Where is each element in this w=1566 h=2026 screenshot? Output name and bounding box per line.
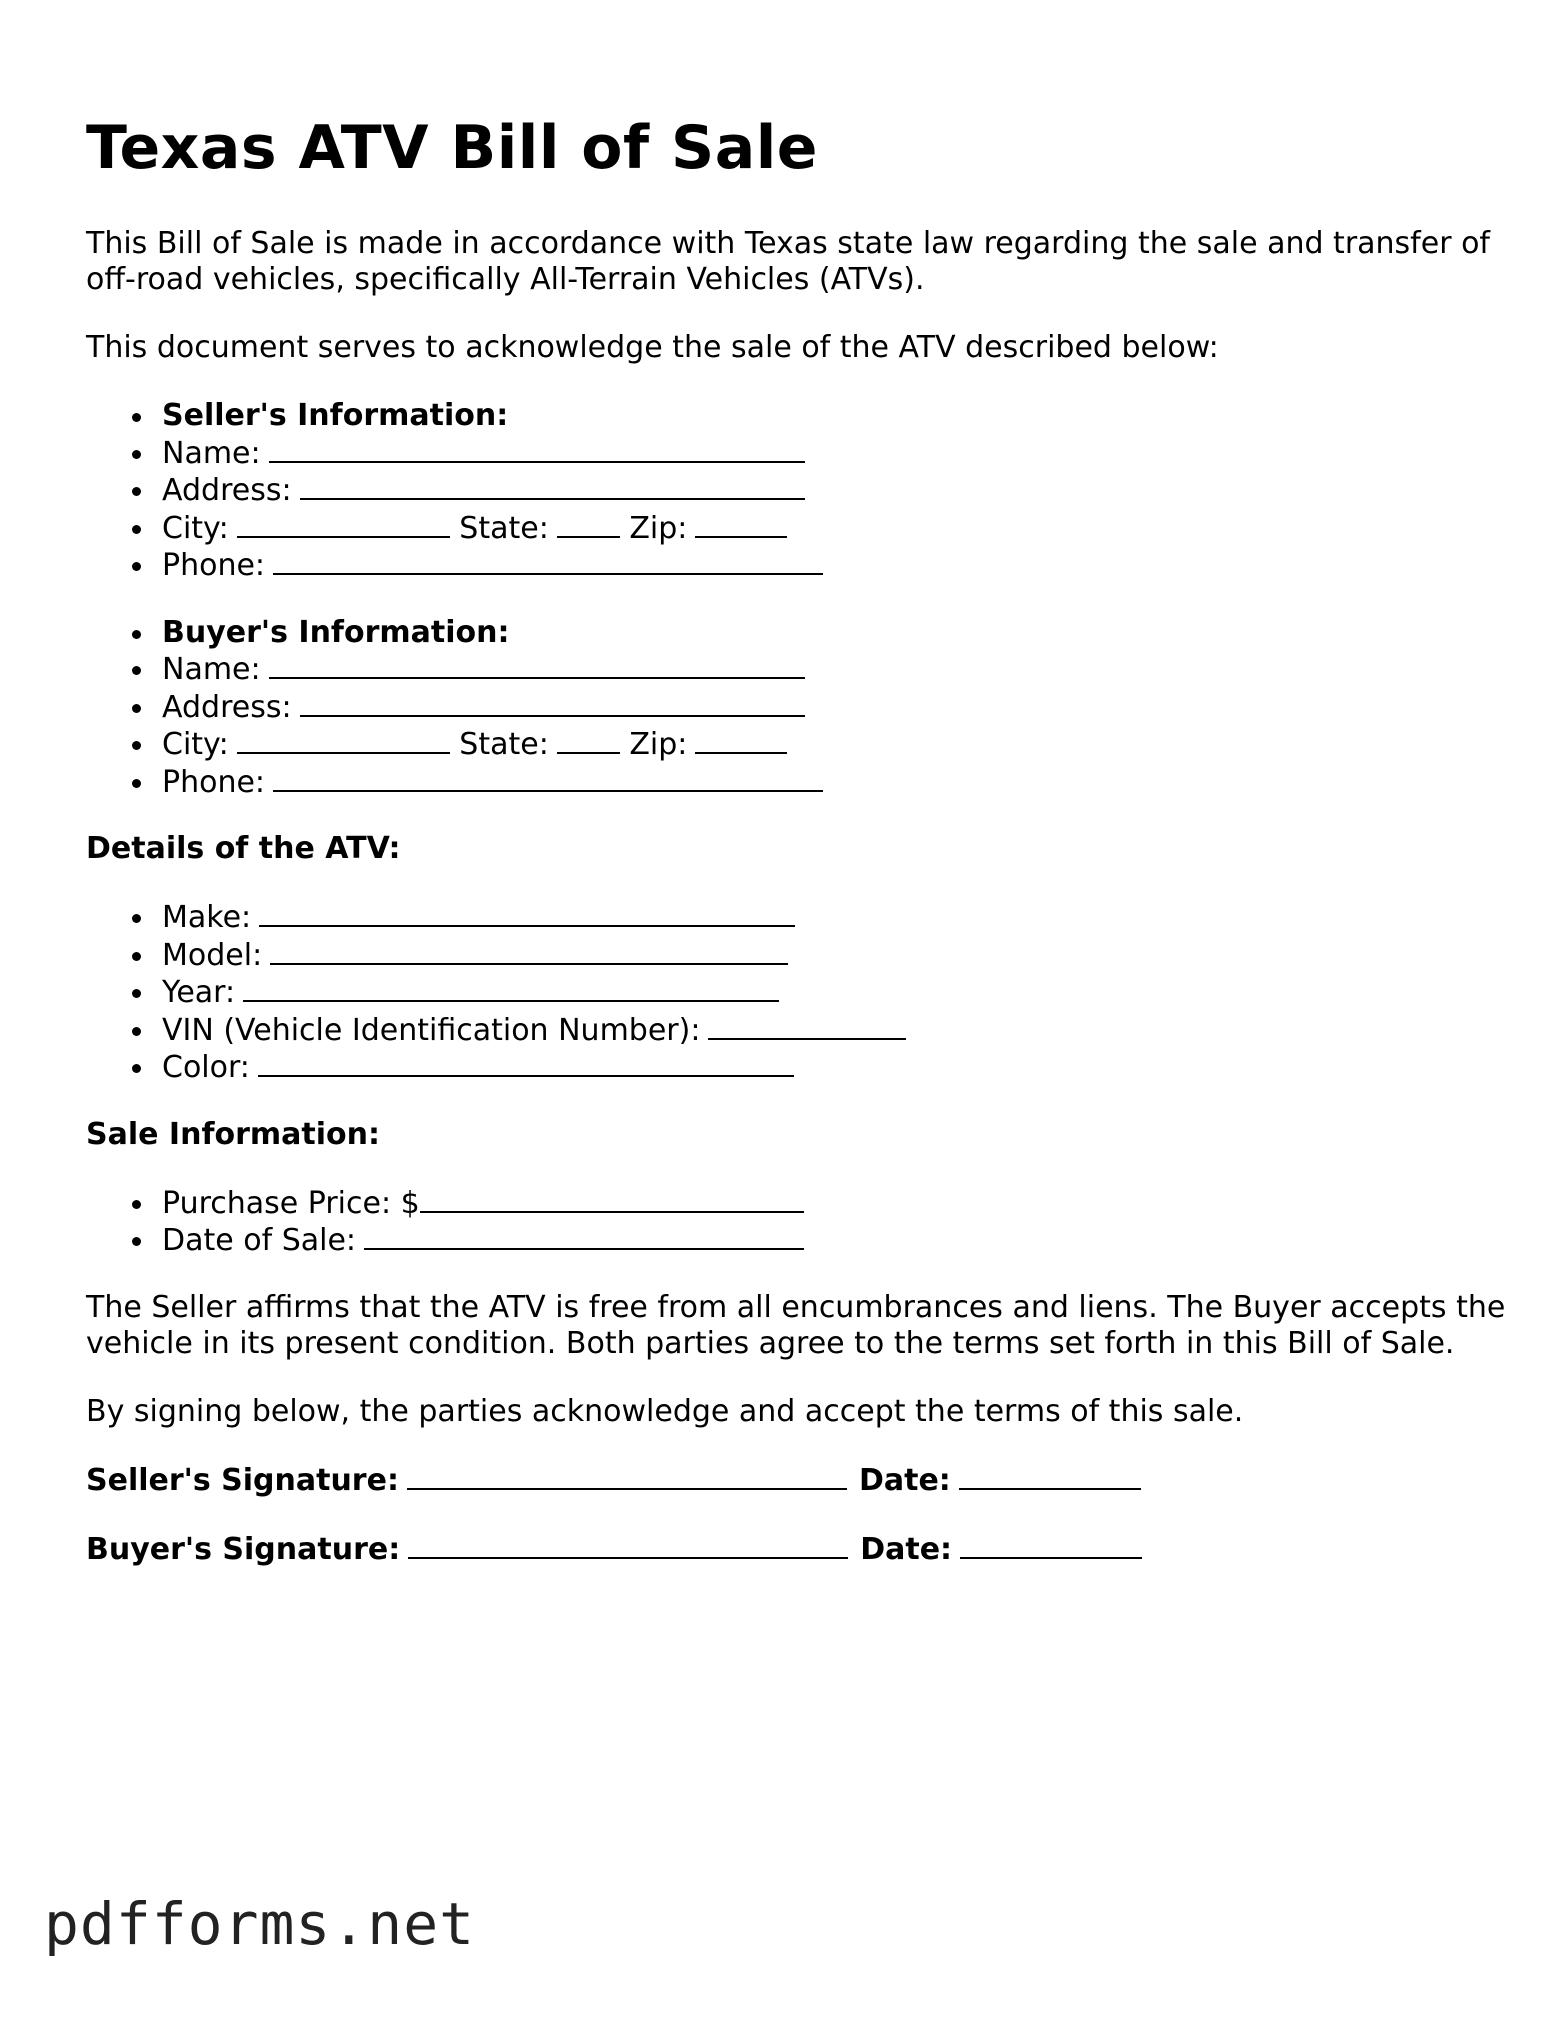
buyer-city-item [162,726,1506,764]
buyer-date-label: Date: [860,1531,953,1567]
seller-state-field[interactable] [557,510,620,538]
buyer-date-field[interactable] [960,1531,1142,1559]
atv-color-item [162,1049,1506,1087]
buyer-signature-row [86,1531,1506,1568]
buyer-address-item [162,689,1506,727]
atv-details-heading: Details of the ATV: [86,831,401,866]
atv-year-field[interactable] [243,974,779,1002]
seller-zip-field[interactable] [695,510,787,538]
buyer-state-field[interactable] [557,726,620,754]
atv-vin-label: VIN (Vehicle Identification Number): [162,1012,701,1048]
sale-info-heading: Sale Information: [86,1116,380,1152]
document-title: Texas ATV Bill of Sale [86,113,818,183]
seller-address-item [162,472,1506,510]
purchase-price-field[interactable] [420,1185,804,1213]
atv-details-list [86,899,1506,1087]
atv-make-field[interactable] [259,899,795,927]
buyer-info-heading: Buyer's Information: [162,615,1506,652]
seller-info-heading: Seller's Information: [162,398,1506,435]
seller-signature-row [86,1462,1506,1499]
buyer-signature-label: Buyer's Signature: [86,1531,401,1567]
buyer-zip-label: Zip: [629,727,688,762]
buyer-address-label: Address: [162,689,292,725]
seller-name-field[interactable] [269,435,805,463]
atv-model-label: Model: [162,937,263,973]
buyer-signature-field[interactable] [408,1531,848,1559]
atv-vin-field[interactable] [708,1012,906,1040]
sale-info-list [86,1185,1506,1260]
buyer-state-label: State: [459,727,549,762]
affirmation-paragraph: The Seller affirms that the ATV is free from all encumbrances and liens. The Buyer accepts the vehicle in its present condition. Both parties agree to the terms set forth in this Bill of Sale. [86,1289,1506,1361]
atv-color-field[interactable] [258,1049,794,1077]
seller-name-label: Name: [162,435,261,471]
seller-name-item [162,435,1506,473]
buyer-address-field[interactable] [300,689,805,717]
watermark-text: pdfforms.net [44,1890,476,1958]
buyer-phone-label: Phone: [162,764,266,800]
atv-make-item [162,899,1506,937]
atv-year-item [162,974,1506,1012]
date-of-sale-item [162,1222,1506,1260]
seller-city-field[interactable] [237,510,450,538]
seller-phone-label: Phone: [162,548,266,583]
acknowledgement-paragraph: This document serves to acknowledge the sale of the ATV described below: [86,330,1219,365]
seller-date-label: Date: [858,1462,951,1498]
atv-make-label: Make: [162,900,252,935]
date-of-sale-field[interactable] [364,1222,804,1250]
purchase-price-label: Purchase Price: $ [162,1185,420,1221]
seller-city-label: City: [162,510,229,546]
seller-address-label: Address: [162,473,292,508]
seller-date-field[interactable] [959,1462,1141,1490]
buyer-name-label: Name: [162,652,261,687]
intro-paragraph: This Bill of Sale is made in accordance with Texas state law regarding the sale and transfer of off-road vehicles, specifically All-Terrain Vehicles (ATVs). [86,226,1490,297]
seller-state-label: State: [459,510,549,546]
buyer-name-item [162,651,1506,689]
buyer-phone-field[interactable] [273,764,823,792]
seller-signature-field[interactable] [407,1462,847,1490]
seller-city-item [162,510,1506,548]
atv-model-field[interactable] [270,937,788,965]
atv-vin-item [162,1012,1506,1050]
buyer-phone-item [162,764,1506,802]
date-of-sale-label: Date of Sale: [162,1223,357,1258]
seller-signature-label: Seller's Signature: [86,1462,399,1498]
purchase-price-item [162,1185,1506,1223]
document-page [86,108,1506,1600]
atv-year-label: Year: [162,975,236,1010]
seller-zip-label: Zip: [629,510,688,546]
buyer-city-label: City: [162,727,229,762]
buyer-name-field[interactable] [269,651,805,679]
seller-address-field[interactable] [300,472,805,500]
atv-model-item [162,937,1506,975]
signing-paragraph: By signing below, the parties acknowledge and accept the terms of this sale. [86,1393,1244,1429]
buyer-info-list [86,615,1506,802]
buyer-city-field[interactable] [237,726,450,754]
buyer-zip-field[interactable] [695,726,787,754]
atv-color-label: Color: [162,1050,250,1085]
seller-info-list [86,398,1506,585]
seller-phone-item [162,547,1506,585]
seller-phone-field[interactable] [273,547,823,575]
